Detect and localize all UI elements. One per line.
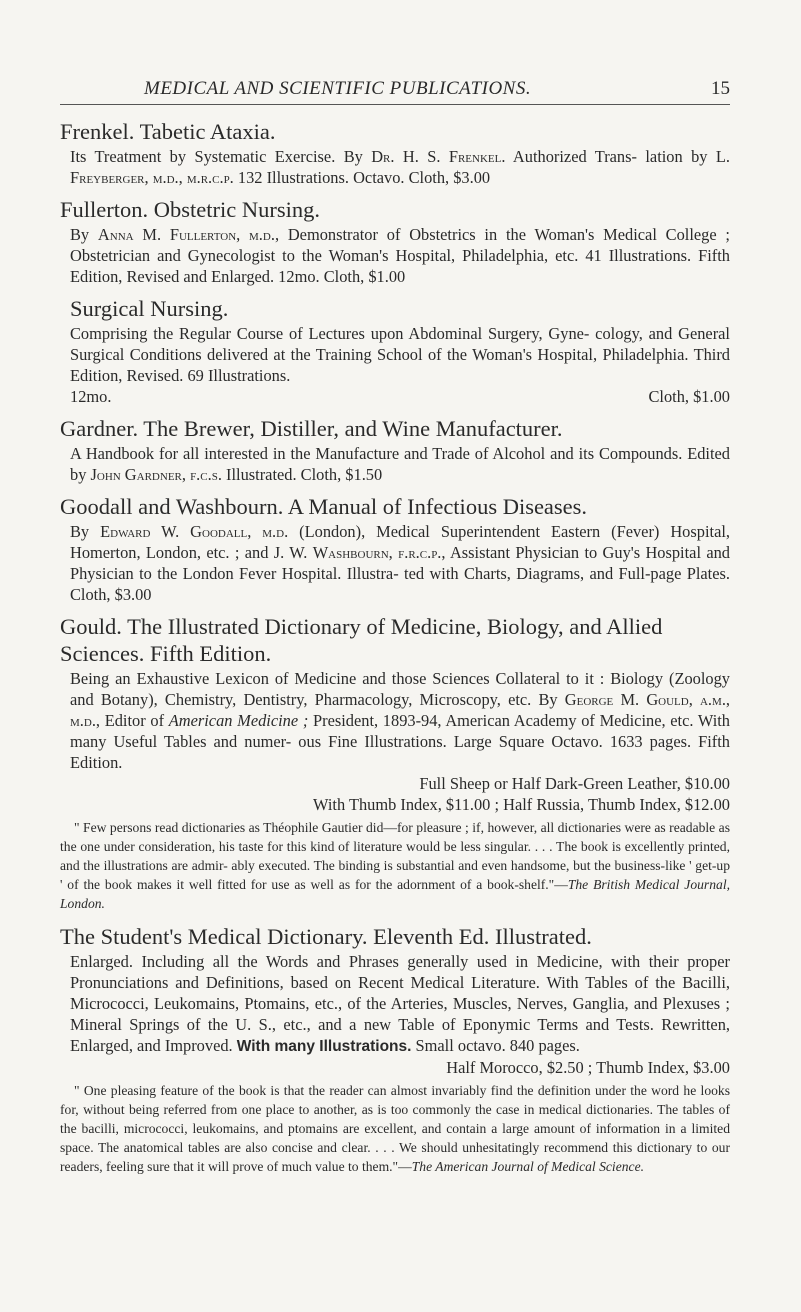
catalog-content [60,118,730,1186]
entry-body: By Edward W. Goodall, m.d. (London), Medical Superintendent Eastern (Fever) Hospital, Homerton, London, etc. ; and J. W. Washbourn, f.r.c.p., Assistant Physician to Guy's Hospital and Physician to the London Fever Hospital. Illustra- ted with Charts, Diagrams, and Full-page Plates. Cloth, $3.00 [70,522,731,604]
entry-frenkel [60,118,730,188]
entry-heading: Frenkel. Tabetic Ataxia. [60,119,276,144]
entry-body: Being an Exhaustive Lexicon of Medicine and those Sciences Collateral to it : Biology (Zoology and Botany), Chemistry, Dentistry, Pharmacology, Microscopy, etc. By George M. Gould, a.m., m.d., Editor of American Medicine ; President, 1893-94, American Academy of Medicine, etc. With many Useful Tables and numer- ous Fine Illustrations. Large Square Octavo. 1633 pages. Fifth Edition. Full Sheep or Half Dark-Green Leather, $10.00 With Thumb Index, $11.00 ; Half Russia, Thumb Index, $12.00 [70,669,731,814]
running-head-title: MEDICAL AND SCIENTIFIC PUBLICATIONS. [144,78,532,99]
entry-heading: The Student's Medical Dictionary. Eleventh Ed. Illustrated. [60,924,592,949]
entry-body: Enlarged. Including all the Words and Phrases generally used in Medicine, with their proper Pronunciations and Definitions, based on Recent Medical Literature. With Tables of the Bacilli, Micrococci, Leukomains, Ptomains, etc., of the Arteries, Muscles, Nerves, Ganglia, and Plexuses ; Mineral Springs of the U. S., etc., and a new Table of Eponymic Terms and Tests. Rewritten, Enlarged, and Improved. With many Illustrations. Small octavo. 840 pages. Half Morocco, $2.50 ; Thumb Index, $3.00 [70,952,730,1077]
entry-heading: Surgical Nursing. [70,296,229,321]
entry-body: By Anna M. Fullerton, m.d., Demonstrator of Obstetrics in the Woman's Medical College ; Obstetrician and Gynecologist to the Woman's Hospital, Philadelphia, etc. 41 Illustrations. Fifth Edition, Revised and Enlarged. 12mo. Cloth, $1.00 [70,225,730,286]
entry-fullerton [60,196,730,287]
running-head [60,78,730,105]
entry-body: Its Treatment by Systematic Exercise. By Dr. H. S. Frenkel. Authorized Trans- lation by L. Freyberger, m.d., m.r.c.p. 132 Illustrations. Octavo. Cloth, $3.00 [70,147,730,187]
entry-heading: Fullerton. Obstetric Nursing. [60,197,320,222]
entry-surgical-nursing [60,295,730,407]
review-quote: " Few persons read dictionaries as Théophile Gautier did—for pleasure ; if, however, all dictionaries were as readable as the one under consideration, his taste for this kind of literature would be less singular. . . . The book is excellently printed, and the illustrations are admir- ably executed. The binding is substantial and even handsome, but the business-like ' get-up ' of the book makes it well fitted for use as well as for the adornment of a book-shelf."—The British Medical Journal, London. [60,820,730,911]
entry-heading: Goodall and Washbourn. A Manual of Infectious Diseases. [60,494,588,519]
page-number: 15 [711,78,730,99]
entry-heading: Gardner. The Brewer, Distiller, and Wine Manufacturer. [60,416,563,441]
entry-heading: Gould. The Illustrated Dictionary of Medicine, Biology, and Allied Sciences. Fifth Edition. [60,614,663,666]
entry-body: A Handbook for all interested in the Manufacture and Trade of Alcohol and its Compounds. Edited by John Gardner, f.c.s. Illustrated. Cloth, $1.50 [70,444,730,484]
entry-gould [60,613,730,913]
entry-body: Comprising the Regular Course of Lectures upon Abdominal Surgery, Gyne- cology, and General Surgical Conditions delivered at the Training School of the Woman's Hospital, Philadelphia. Third Edition, Revised. 69 Illustrations. 12mo. Cloth, $1.00 [70,324,730,406]
entry-students-dictionary [60,923,730,1176]
entry-gardner [60,415,730,485]
review-quote: " One pleasing feature of the book is that the reader can almost invariably find the definition under the word he looks for, without being referred from one place to another, as is too commonly the case in medical dictionaries. The tables of the bacilli, micrococci, leukomains, and ptomains are excellent, and contain a large amount of information in a limited space. The anatomical tables are also concise and clear. . . . We should unhesitatingly recommend this dictionary to our readers, feeling sure that it will prove of much value to them."—The American Journal of Medical Science. [60,1083,730,1174]
entry-goodall-washbourn [60,493,730,605]
